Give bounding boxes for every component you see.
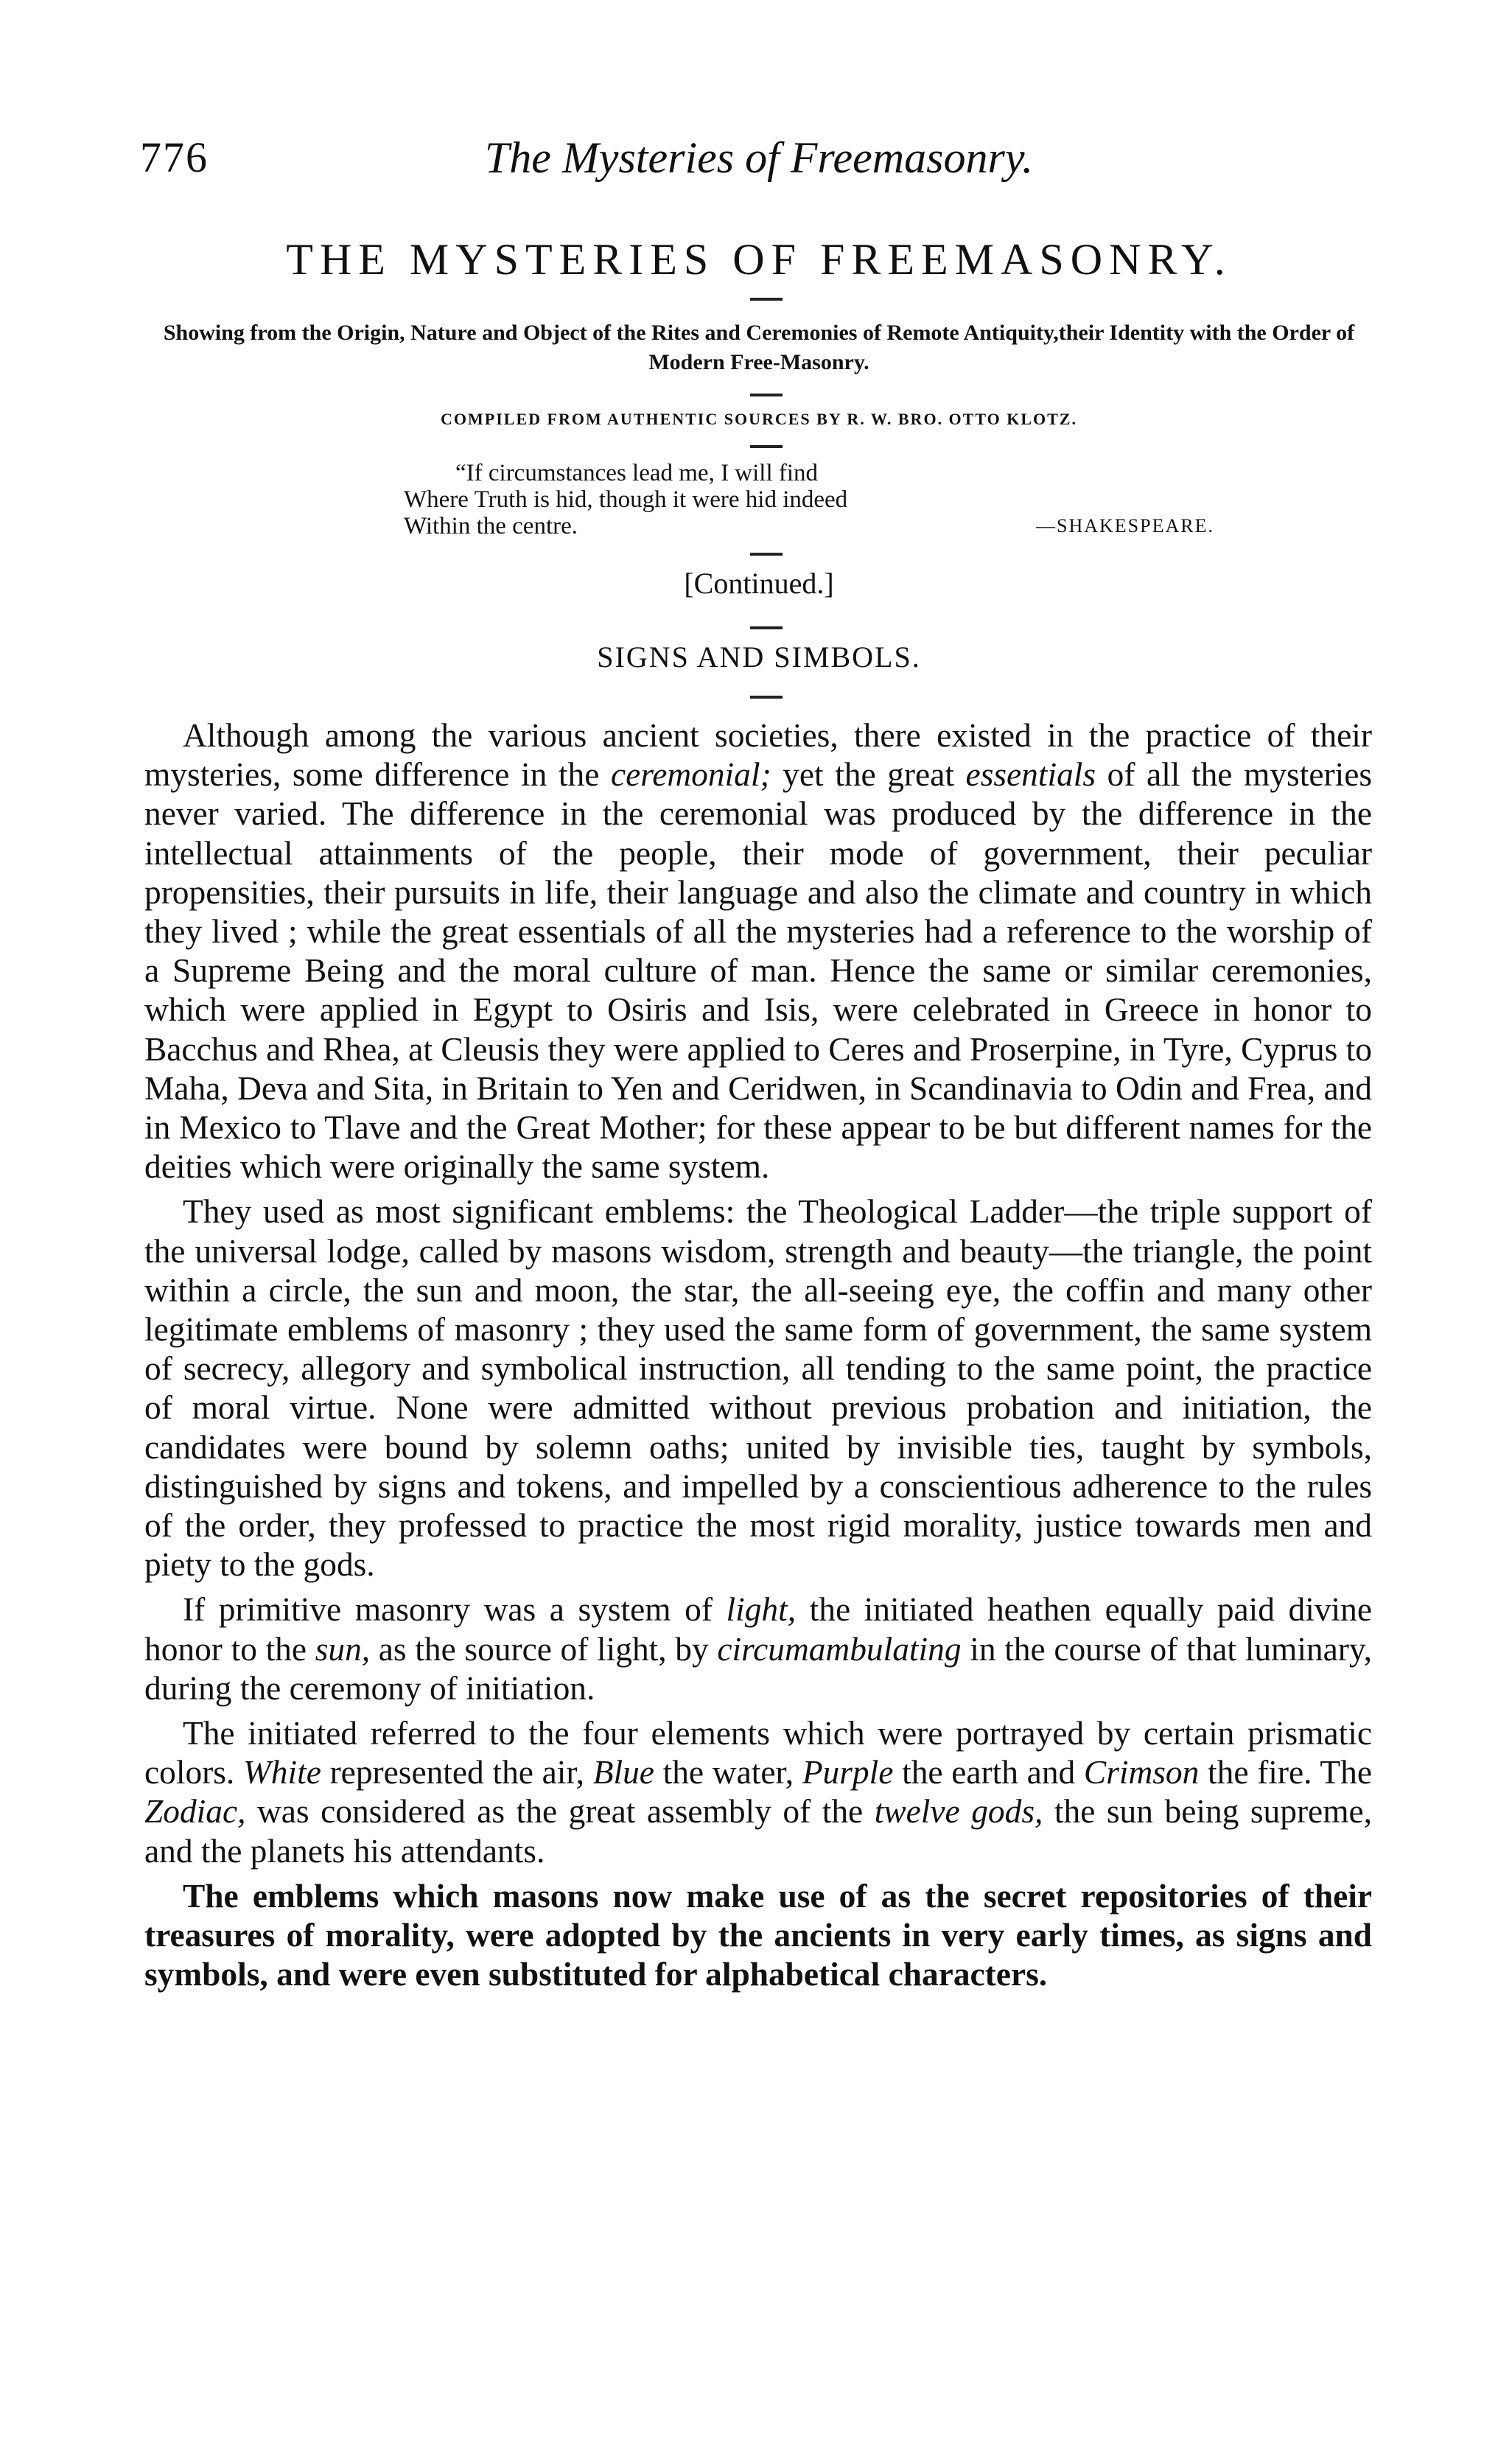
text-run: The emblems which masons now make use of as the secret repositories of their treasures of morality, were adopted by the ancients in very early times, as signs and symbols, and were even substituted for alphabetical characters. <box>144 1877 1372 1993</box>
italic-text: ceremonial; <box>610 756 771 794</box>
italic-text: Zodiac, <box>144 1793 246 1831</box>
italic-text: circumambulating <box>717 1630 962 1668</box>
article-title: THE MYSTERIES OF FREEMASONRY. <box>286 235 1232 284</box>
body-paragraph <box>144 716 1372 1186</box>
epigraph-line: Where Truth is hid, though it were hid indeed <box>404 486 848 513</box>
italic-text: light, <box>726 1591 797 1629</box>
italic-text: Blue <box>592 1754 654 1791</box>
running-head <box>140 133 1378 192</box>
text-run: yet the great <box>771 756 966 794</box>
epigraph-line: “If circumstances lead me, I will find <box>455 460 819 486</box>
text-run: The initiated referred to the four elements which were portrayed by certain prismatic colors. <box>144 1715 1372 1791</box>
article-body <box>144 716 1372 2001</box>
text-run: the fire. The <box>1199 1754 1372 1791</box>
text-run: the sun being supreme, and the planets his attendants. <box>144 1793 1373 1870</box>
divider <box>750 553 783 556</box>
text-run: as the source of light, by <box>370 1630 718 1668</box>
italic-text: essentials <box>965 756 1096 794</box>
text-run: the initiated heathen equally paid divine honor to the <box>144 1591 1372 1668</box>
text-run: the earth and <box>893 1754 1084 1791</box>
epigraph-line: Within the centre. <box>404 513 578 539</box>
article-subtitle: Showing from the Origin, Nature and Object of the Rites and Ceremonies of Remote Antiquity,their Identity with the Order of Modern Free-Masonry. <box>163 321 1355 374</box>
compiled-by-line: COMPILED FROM AUTHENTIC SOURCES BY R. W. BRO. OTTO KLOTZ. <box>441 410 1077 428</box>
divider <box>750 445 783 448</box>
divider <box>750 298 783 301</box>
italic-text: White <box>242 1754 321 1791</box>
text-run: represented the air, <box>321 1754 593 1791</box>
page-number: 776 <box>140 133 209 181</box>
divider <box>750 696 783 699</box>
text-run: They used as most significant emblems: the Theological Ladder—the triple support of the universal lodge, called by masons wisdom, strength and beauty—the triangle, the point within a circle, the sun and moon, the star, the all-seeing eye, the coffin and many other legitimate emblems of masonry ; they used the same form of government, the same system of secrecy, allegory and symbolical instruction, all tending to the same point, the practice of moral virtue. None were admitted without previous probation and initiation, the candidates were bound by solemn oaths; united by invisible ties, taught by symbols, distinguished by signs and tokens, and impelled by a conscientious adherence to the rules of the order, they professed to practice the most rigid morality, justice towards men and piety to the gods. <box>144 1193 1372 1584</box>
italic-text: sun, <box>315 1630 371 1668</box>
epigraph-attribution: —SHAKESPEARE. <box>1036 515 1214 536</box>
divider <box>750 626 783 629</box>
continued-note: [Continued.] <box>684 567 834 600</box>
italic-text: twelve gods, <box>874 1793 1043 1831</box>
body-paragraph <box>144 1714 1372 1871</box>
text-run: If primitive masonry was a system of <box>183 1591 727 1629</box>
divider <box>750 394 783 396</box>
text-run: was considered as the great assembly of the <box>245 1793 875 1831</box>
text-run: in the course of that luminary, during the ceremony of initiation. <box>144 1630 1372 1707</box>
text-run: of all the mysteries never varied. The difference in the ceremonial was produced by the difference in the intellectual attainments of the people, their mode of government, their peculiar propensities, their pursuits in life, their language and also the climate and country in which they lived ; while the great essentials of all the mysteries had a reference to the worship of a Supreme Being and the moral culture of man. Hence the same or similar ceremonies, which were applied in Egypt to Osiris and Isis, were celebrated in Greece in honor to Bacchus and Rhea, at Cleusis they were applied to Ceres and Proserpine, in Tyre, Cyprus to Maha, Deva and Sita, in Britain to Yen and Ceridwen, in Scandinavia to Odin and Frea, and in Mexico to Tlave and the Great Mother; for these appear to be but different names for the deities which were originally the same system. <box>144 756 1373 1186</box>
epigraph <box>404 460 1214 539</box>
section-heading: SIGNS AND SIMBOLS. <box>597 640 921 674</box>
italic-text: Crimson <box>1083 1754 1200 1791</box>
body-paragraph <box>144 1877 1372 1995</box>
body-paragraph <box>144 1192 1372 1584</box>
running-title: The Mysteries of Freemasonry. <box>484 133 1034 182</box>
italic-text: Purple <box>802 1754 894 1791</box>
text-run: the water, <box>654 1754 802 1791</box>
body-paragraph <box>144 1590 1372 1708</box>
text-run: Although among the various ancient societies, there existed in the practice of their mysteries, some difference in the <box>144 717 1372 794</box>
